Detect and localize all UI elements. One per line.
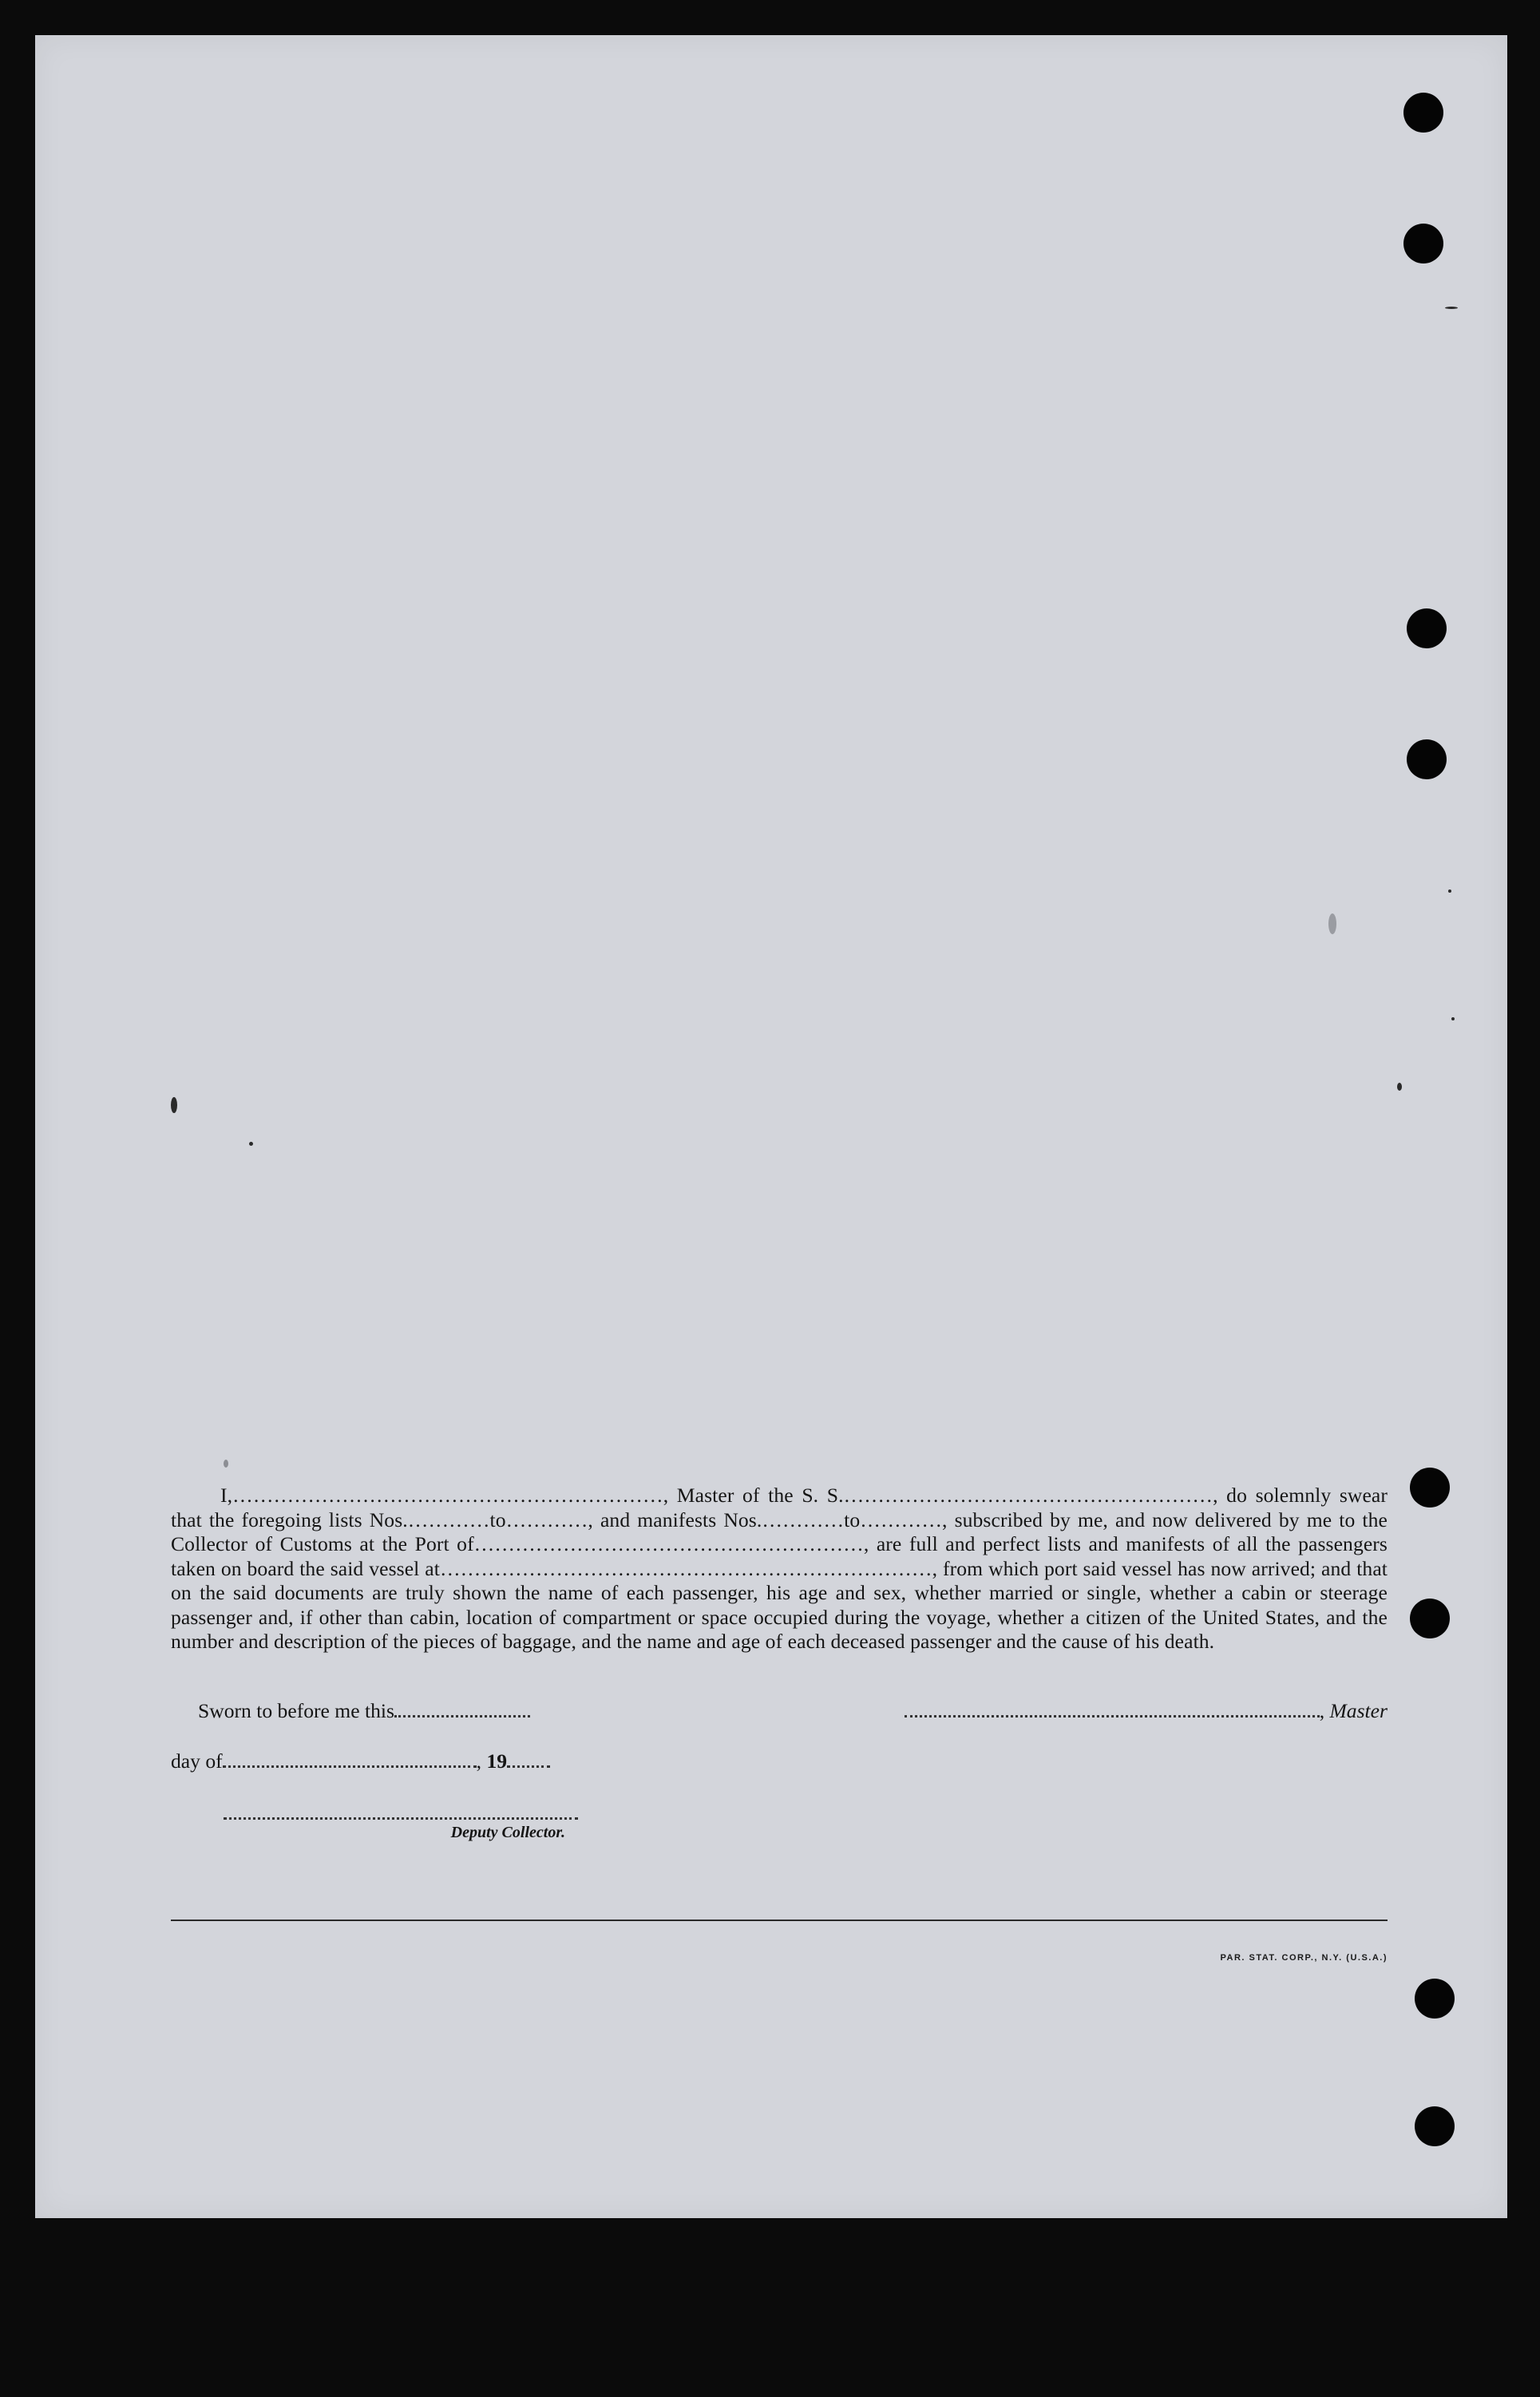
dust-speck [1445, 307, 1458, 309]
dust-speck [171, 1097, 177, 1113]
dust-speck [1448, 889, 1451, 893]
master-label: Master [1329, 1699, 1388, 1722]
year-blank [507, 1751, 550, 1768]
master-signature-line [905, 1701, 1320, 1718]
punch-hole [1415, 1979, 1455, 2019]
punch-hole [1403, 93, 1443, 133]
sworn-block [171, 1699, 586, 1773]
punch-hole [1407, 608, 1447, 648]
punch-hole [1407, 739, 1447, 779]
year-prefix: 19 [486, 1749, 508, 1773]
day-of-line: day of , 19 [171, 1749, 586, 1773]
sworn-line [171, 1699, 586, 1723]
printer-imprint: PAR. STAT. CORP., N.Y. (U.S.A.) [1220, 1953, 1388, 1963]
deputy-collector-label: Deputy Collector. [450, 1824, 565, 1841]
dust-speck [224, 1460, 228, 1468]
punch-hole [1403, 224, 1443, 263]
master-oath-paragraph [171, 1484, 1388, 1654]
punch-hole [1410, 1468, 1450, 1508]
dust-speck [249, 1142, 253, 1146]
footer-rule [171, 1920, 1388, 1921]
deputy-collector-signature-line [224, 1817, 578, 1820]
day-of-label: day of [171, 1749, 223, 1773]
punch-hole [1410, 1599, 1450, 1638]
dust-speck [1451, 1017, 1455, 1020]
oath-text: I,………………………………………………………, Master of the S. S.………………………………………………, do solemnly swear that the foregoing lists Nos.…………to…………, and manifests Nos.…………to…………, subscribed by me, and now delivered by me to the Collector of Customs at the Port of…………………………………………………, are full and perfect lists and manifests of all the passengers taken on board the said vessel at………………………………………………………………, from which port said vessel has now arrived; and that on the said documents are truly shown the name of each passenger, his age and sex, whether married or single, whether a cabin or steerage passenger and, if other than cabin, location of compartment or space occupied during the voyage, whether a citizen of the United States, and the number and description of the pieces of baggage, and the name and age of each deceased passenger and the cause of his death. [171, 1484, 1388, 1653]
sworn-label: Sworn to before me this [198, 1699, 394, 1722]
manifest-sheet [35, 35, 1507, 2218]
master-signature-block: , Master [886, 1699, 1388, 1723]
day-month-blank [223, 1751, 477, 1768]
dust-speck [1328, 913, 1336, 934]
dust-speck [1397, 1083, 1402, 1091]
sworn-date-blank [394, 1701, 530, 1718]
punch-hole [1415, 2106, 1455, 2146]
